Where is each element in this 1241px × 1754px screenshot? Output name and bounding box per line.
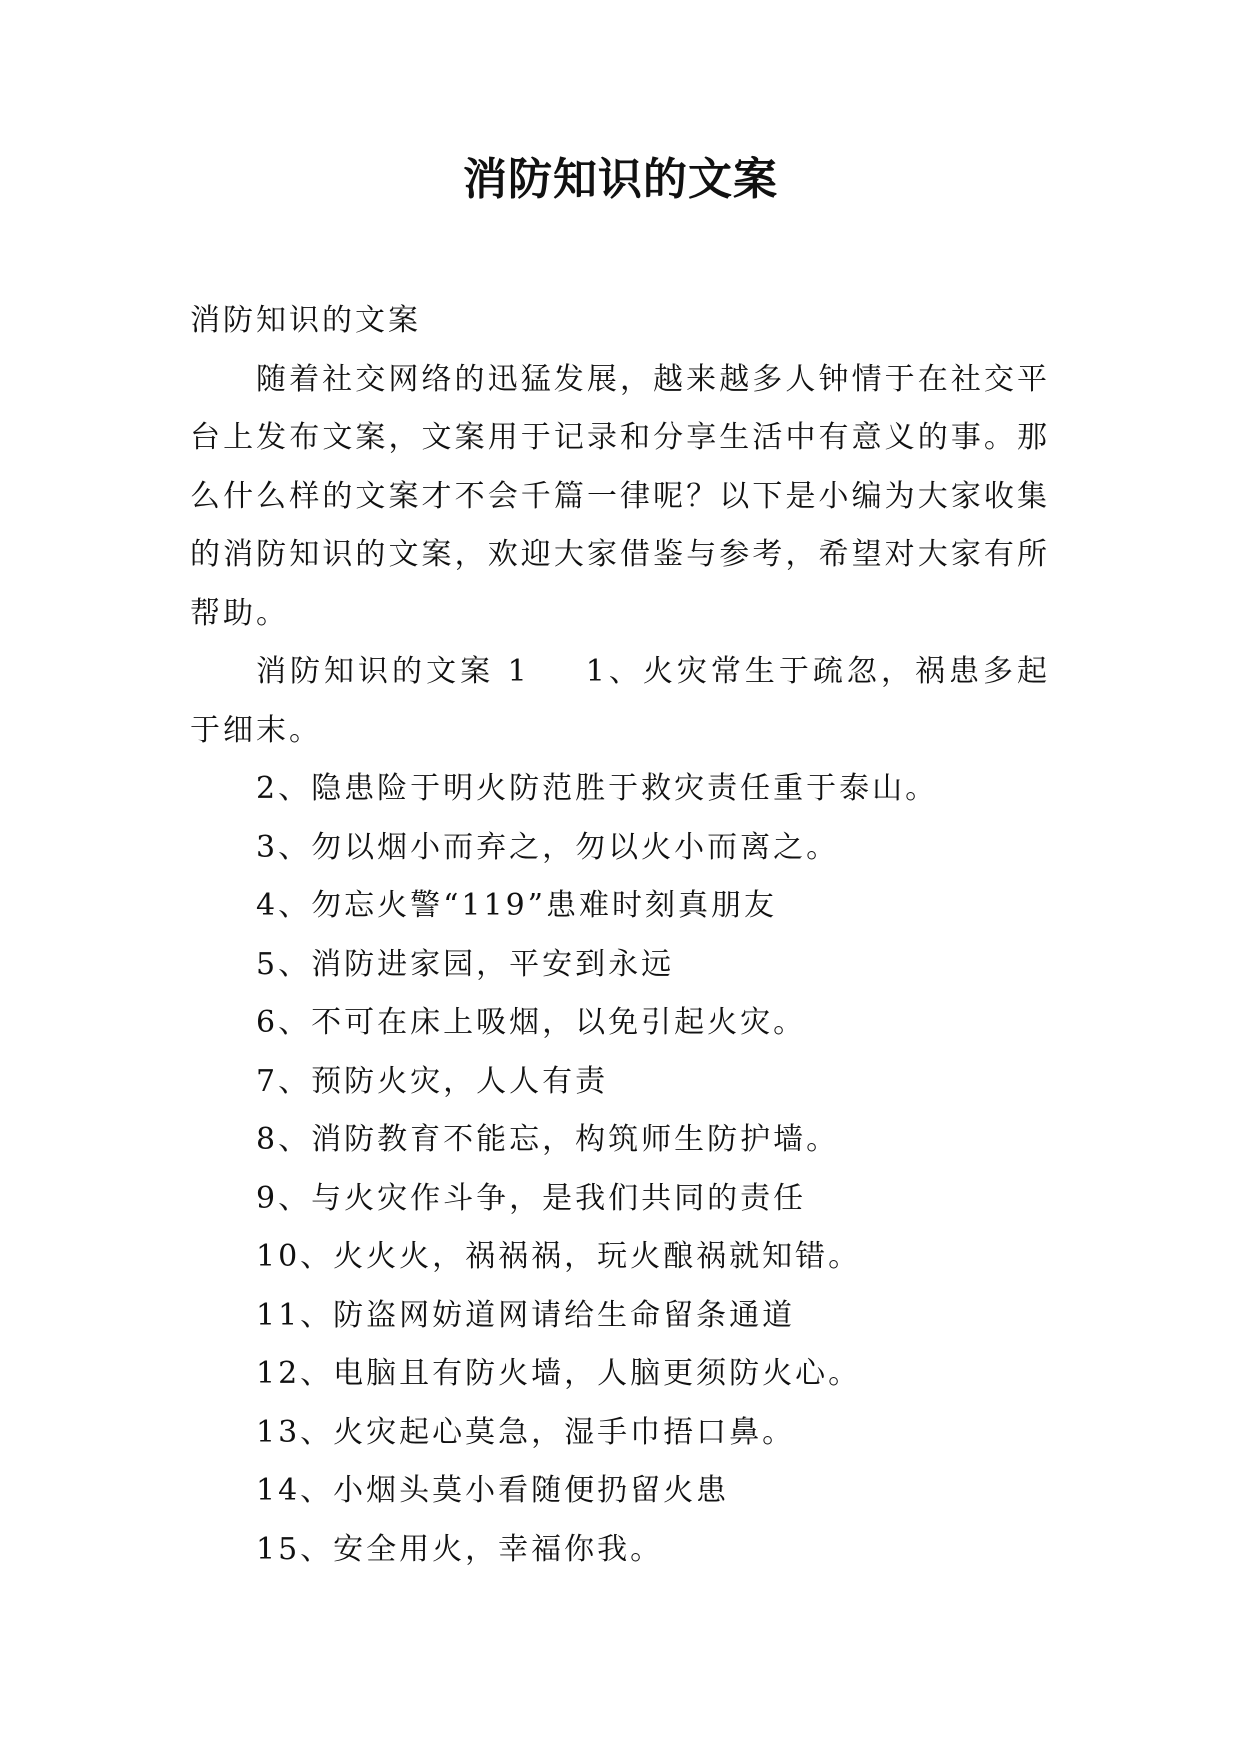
list-item: 8、消防教育不能忘，构筑师生防护墙。	[256, 1122, 840, 1157]
document-body	[190, 292, 1050, 1579]
list-item: 11、防盗网妨道网请给生命留条通道	[256, 1297, 796, 1333]
list-item: 9、与火灾作斗争，是我们共同的责任	[256, 1180, 807, 1216]
list-item: 7、预防火灾，人人有责	[256, 1063, 609, 1099]
document-title: 消防知识的文案	[463, 154, 778, 205]
list-item: 4、勿忘火警“119”患难时刻真朋友	[256, 888, 778, 923]
list-item: 3、勿以烟小而弃之，勿以火小而离之。	[256, 829, 840, 865]
list-item: 6、不可在床上吸烟，以免引起火灾。	[256, 1005, 807, 1040]
list-item: 13、火灾起心莫急，湿手巾捂口鼻。	[256, 1414, 796, 1450]
first-list-item: 1、火灾常生于疏忽，祸患多起于细末。	[190, 654, 1050, 748]
list-item: 14、小烟头莫小看随便扔留火患	[256, 1473, 730, 1508]
list-item: 15、安全用火，幸福你我。	[256, 1531, 664, 1567]
list-item: 2、隐患险于明火防范胜于救灾责任重于泰山。	[256, 771, 939, 806]
list-item: 10、火火火，祸祸祸，玩火酿祸就知错。	[256, 1239, 862, 1274]
intro-paragraph: 随着社交网络的迅猛发展，越来越多人钟情于在社交平台上发布文案，文案用于记录和分享生活中有意义的事。那么什么样的文案才不会千篇一律呢？以下是小编为大家收集的消防知识的文案，欢迎大家借鉴与参考，希望对大家有所帮助。	[190, 361, 1050, 631]
document-subtitle: 消防知识的文案	[190, 303, 421, 338]
section-paragraph	[190, 643, 1050, 760]
section-heading: 消防知识的文案 1	[256, 654, 530, 689]
list-item: 12、电脑且有防火墙，人脑更须防火心。	[256, 1356, 862, 1391]
list-item: 5、消防进家园，平安到永远	[256, 946, 675, 982]
